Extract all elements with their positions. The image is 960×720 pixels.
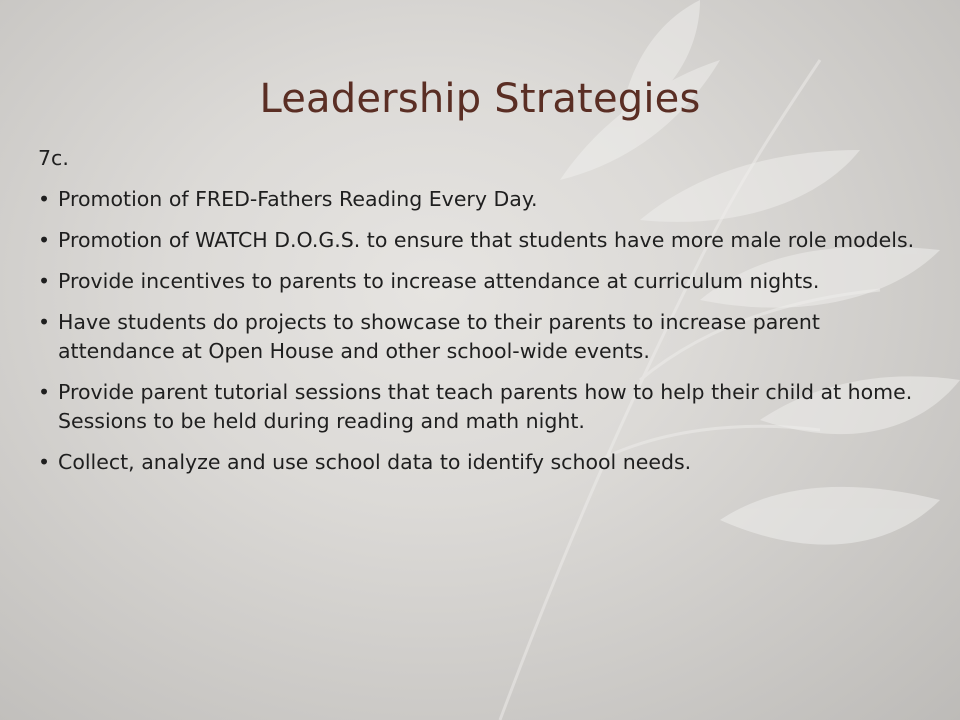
bullet-list — [38, 185, 918, 477]
bullet-item — [38, 308, 918, 366]
bullet-text: Promotion of WATCH D.O.G.S. to ensure that students have more male role models. — [58, 228, 915, 252]
bullet-item — [38, 185, 918, 214]
bullet-item — [38, 226, 918, 255]
bullet-icon: • — [38, 310, 51, 334]
bullet-text: Promotion of FRED-Fathers Reading Every Day. — [58, 187, 538, 211]
bullet-item — [38, 378, 918, 436]
bullet-icon: • — [38, 187, 51, 211]
bullet-icon: • — [38, 380, 51, 404]
section-label: 7c. — [38, 146, 69, 170]
bullet-text: Provide incentives to parents to increase attendance at curriculum nights. — [58, 269, 820, 293]
bullet-item — [38, 448, 918, 477]
slide-body — [38, 144, 918, 489]
slide-title: Leadership Strategies — [259, 76, 701, 122]
bullet-icon: • — [38, 269, 51, 293]
bullet-item — [38, 267, 918, 296]
bullet-icon: • — [38, 450, 51, 474]
bullet-text: Collect, analyze and use school data to identify school needs. — [58, 450, 692, 474]
bullet-text: Provide parent tutorial sessions that teach parents how to help their child at home. Sessions to be held during reading and math night. — [58, 380, 913, 433]
bullet-icon: • — [38, 228, 51, 252]
bullet-text: Have students do projects to showcase to their parents to increase parent attendance at Open House and other school-wide events. — [58, 310, 820, 363]
